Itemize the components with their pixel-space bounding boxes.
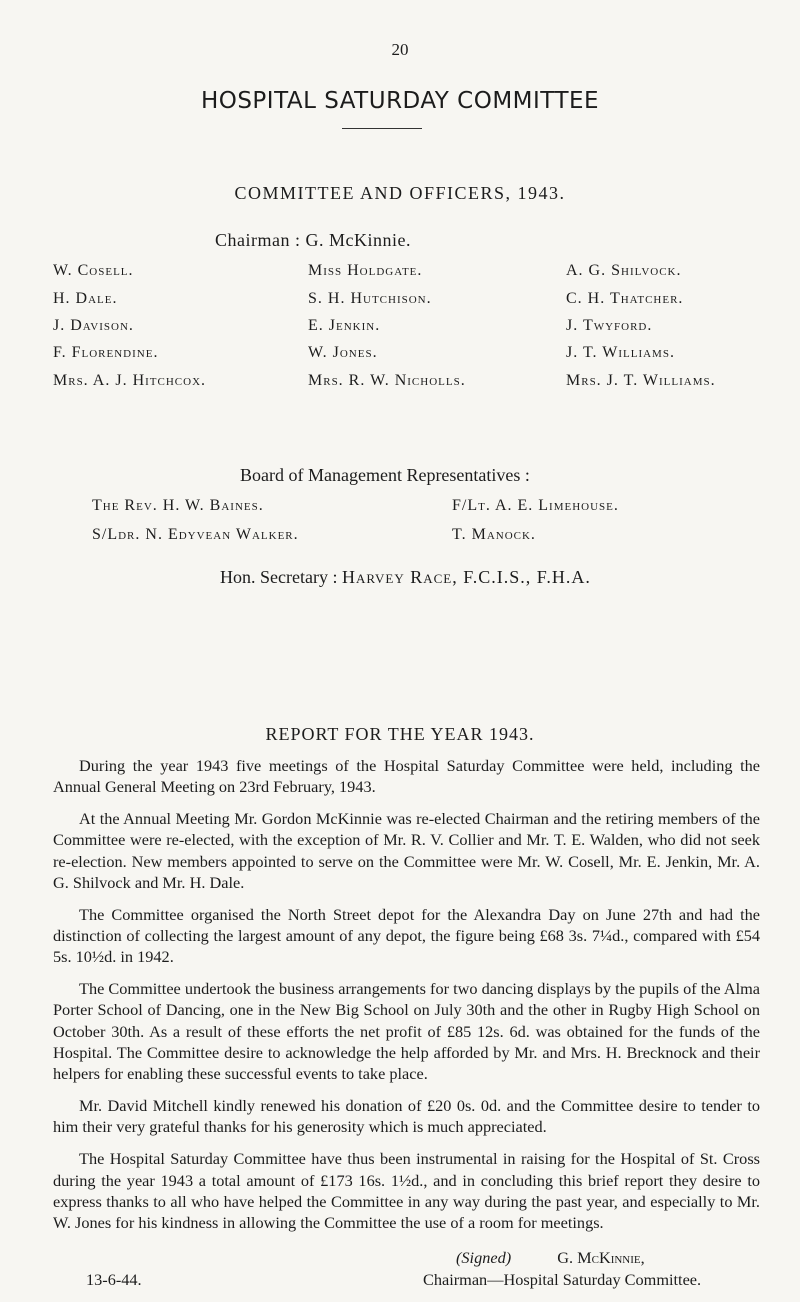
committee-member: Mrs. A. J. Hitchcox. <box>53 372 207 389</box>
committee-member: A. G. Shilvock. <box>566 262 682 279</box>
committee-member: C. H. Thatcher. <box>566 290 684 307</box>
signatory-name: G. McKinnie, <box>557 1248 645 1267</box>
title-divider <box>342 128 422 129</box>
report-paragraph: Mr. David Mitchell kindly renewed his donation of £20 0s. 0d. and the Committee desire to tender to him their very grateful thanks for his generosity which is much appreciated. <box>53 1096 760 1137</box>
report-paragraph: The Hospital Saturday Committee have thus been instrumental in raising for the Hospital of St. Cross during the year 1943 a total amount of £173 16s. 1½d., and in concluding this brief report they desire to express thanks to all who have helped the Committee in any way during the past year, and especially to Mr. W. Jones for his kindness in allowing the Committee the use of a room for meetings. <box>53 1149 760 1233</box>
report-heading: REPORT FOR THE YEAR 1943. <box>265 724 535 744</box>
report-body <box>53 755 760 1244</box>
committee-member: F. Florendine. <box>53 344 159 361</box>
committee-heading: COMMITTEE AND OFFICERS, 1943. <box>234 183 566 203</box>
secretary-line <box>220 567 591 588</box>
page-number: 20 <box>391 40 409 59</box>
signatory-title: Chairman—Hospital Saturday Committee. <box>423 1270 702 1289</box>
committee-member: E. Jenkin. <box>308 317 381 334</box>
board-representative: S/Ldr. N. Edyvean Walker. <box>92 526 299 543</box>
committee-member: Mrs. R. W. Nicholls. <box>308 372 466 389</box>
committee-member: W. Cosell. <box>53 262 134 279</box>
committee-member: Miss Holdgate. <box>308 262 423 279</box>
board-representative: T. Manock. <box>452 526 536 543</box>
committee-member: W. Jones. <box>308 344 378 361</box>
report-paragraph: The Committee undertook the business arrangements for two dancing displays by the pupils of the Alma Porter School of Dancing, one in the New Big School on July 30th and the other in Rugby High School on October 30th. As a result of these efforts the net profit of £85 12s. 6d. was obtained for the funds of the Hospital. The Committee desire to acknowledge the help afforded by Mr. and Mrs. H. Brecknock and their helpers for enabling these successful events to take place. <box>53 979 760 1084</box>
committee-member: Mrs. J. T. Williams. <box>566 372 716 389</box>
secretary-name: Harvey Race, F.C.I.S., F.H.A. <box>341 567 591 587</box>
page-title: HOSPITAL SATURDAY COMMITTEE <box>200 88 600 114</box>
committee-member: S. H. Hutchison. <box>308 290 432 307</box>
signed-label: (Signed) <box>456 1248 512 1267</box>
chairman-line: Chairman : G. McKinnie. <box>215 230 411 250</box>
committee-member: J. T. Williams. <box>566 344 675 361</box>
secretary-label: Hon. Secretary : <box>220 567 338 587</box>
board-representative: The Rev. H. W. Baines. <box>92 497 264 514</box>
committee-member: H. Dale. <box>53 290 118 307</box>
report-paragraph: At the Annual Meeting Mr. Gordon McKinnie was re-elected Chairman and the retiring members of the Committee were re-elected, with the exception of Mr. R. V. Collier and Mr. T. E. Walden, who did not seek re-election. New members appointed to serve on the Committee were Mr. W. Cosell, Mr. E. Jenkin, Mr. A. G. Shilvock and Mr. H. Dale. <box>53 809 760 892</box>
committee-member: J. Twyford. <box>566 317 653 334</box>
report-date: 13-6-44. <box>86 1270 142 1289</box>
board-heading: Board of Management Representatives : <box>240 465 530 485</box>
committee-member: J. Davison. <box>53 317 134 334</box>
report-paragraph: During the year 1943 five meetings of the Hospital Saturday Committee were held, including the Annual General Meeting on 23rd February, 1943. <box>53 756 760 797</box>
signature-line <box>456 1248 645 1268</box>
board-representative: F/Lt. A. E. Limehouse. <box>452 497 619 514</box>
report-paragraph: The Committee organised the North Street depot for the Alexandra Day on June 27th and had the distinction of collecting the largest amount of any depot, the figure being £68 3s. 7¼d., compared with £54 5s. 10½d. in 1942. <box>53 904 760 967</box>
